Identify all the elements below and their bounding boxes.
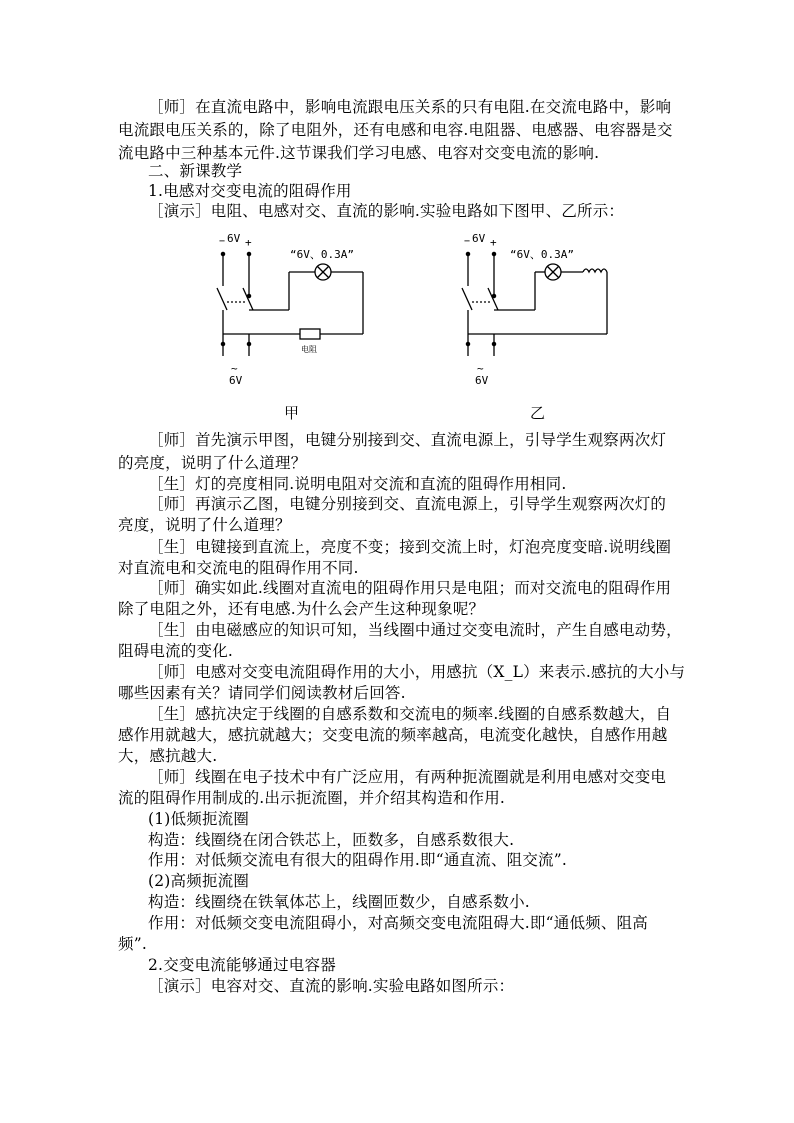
lamp-rating-label-b: “6V、0.3A” <box>510 248 574 261</box>
text-line: ［师］首先演示甲图，电键分别接到交、直流电源上，引导学生观察两次灯 <box>148 431 667 449</box>
circuit-figure <box>205 226 625 426</box>
text-line: ［师］在直流电路中，影响电流跟电压关系的只有电阻.在交流电路中，影响 <box>148 98 672 116</box>
text-line: 构造：线圈绕在铁氧体芯上，线圈匝数少，自感系数小. <box>148 893 530 911</box>
text-line: ［师］电感对交变电流阻碍作用的大小，用感抗（X_L）来表示.感抗的大小与 <box>148 663 686 681</box>
dc-plus-label: + <box>490 236 497 249</box>
text-line: 感作用就越大，感抗就越大；交变电流的频率越高，电流变化越快，自感作用越 <box>118 726 668 744</box>
lamp-rating-label-a: “6V、0.3A” <box>290 248 354 261</box>
ac-tilde-label: ~ <box>231 362 238 375</box>
text-line: ［生］电键接到直流上，亮度不变；接到交流上时，灯泡亮度变暗.说明线圈 <box>148 538 672 556</box>
figure-caption-a: 甲 <box>284 404 300 422</box>
text-line: ［演示］电容对交、直流的影响.实验电路如图所示： <box>148 977 515 995</box>
text-line: 构造：线圈绕在闭合铁芯上，匝数多，自感系数很大. <box>148 831 515 849</box>
text-line: ［师］确实如此.线圈对直流电的阻碍作用只是电阻；而对交流电的阻碍作用 <box>148 579 672 597</box>
text-line: ［演示］电阻、电感对交、直流的影响.实验电路如下图甲、乙所示： <box>148 202 625 220</box>
text-line: ［生］由电磁感应的知识可知，当线圈中通过交变电流时，产生自感电动势， <box>148 621 682 639</box>
dc-minus-label: − <box>464 236 471 247</box>
resistor-label: 电阻 <box>301 345 317 354</box>
dc-voltage-label-b: 6V <box>472 232 486 245</box>
text-line: ［师］再演示乙图，电键分别接到交、直流电源上，引导学生观察两次灯的 <box>148 495 667 513</box>
text-line: 哪些因素有关？请同学们阅读教材后回答. <box>118 684 406 702</box>
text-line: ［生］感抗决定于线圈的自感系数和交流电的频率.线圈的自感系数越大，自 <box>148 705 672 723</box>
subsection-heading: 1.电感对交变电流的阻碍作用 <box>148 182 352 200</box>
text-line: 大，感抗越大. <box>118 747 218 765</box>
text-line: 流电路中三种基本元件.这节课我们学习电感、电容对交变电流的影响. <box>118 144 600 162</box>
text-line: 除了电阻之外，还有电感.为什么会产生这种现象呢？ <box>118 600 485 618</box>
text-line: 亮度，说明了什么道理？ <box>118 516 291 534</box>
text-line: 阻碍电流的变化. <box>118 642 234 660</box>
dc-plus-label: + <box>245 236 252 249</box>
ac-tilde-label: ~ <box>477 362 484 375</box>
circuit-diagram <box>205 226 625 426</box>
figure-caption-b: 乙 <box>530 404 546 422</box>
text-line: 作用：对低频交变电流阻碍小，对高频交变电流阻碍大.即“通低频、阻高 <box>148 914 648 932</box>
dc-minus-label: − <box>219 236 226 247</box>
text-line: 的亮度，说明了什么道理？ <box>118 454 307 472</box>
text-line: 流的阻碍作用制成的.出示扼流圈，并介绍其构造和作用. <box>118 789 506 807</box>
text-line: 对直流电和交流电的阻碍作用不同. <box>118 559 359 577</box>
text-line: 电流跟电压关系的，除了电阻外，还有电感和电容.电阻器、电感器、电容器是交 <box>118 121 673 139</box>
section-heading: 二、新课教学 <box>148 162 243 180</box>
list-heading: (2)高频扼流圈 <box>148 872 250 890</box>
subsection-heading: 2.交变电流能够通过电容器 <box>148 956 336 974</box>
text-line: 频”. <box>118 935 147 953</box>
text-line: ［生］灯的亮度相同.说明电阻对交流和直流的阻碍作用相同. <box>148 475 567 493</box>
dc-voltage-label-a: 6V <box>227 232 241 245</box>
text-line: 作用：对低频交流电有很大的阻碍作用.即“通直流、阻交流”. <box>148 851 568 869</box>
ac-voltage-label-b: 6V <box>475 374 489 387</box>
ac-voltage-label-a: 6V <box>229 374 243 387</box>
list-heading: (1)低频扼流圈 <box>148 810 250 828</box>
text-line: ［师］线圈在电子技术中有广泛应用，有两种扼流圈就是利用电感对交变电 <box>148 768 667 786</box>
